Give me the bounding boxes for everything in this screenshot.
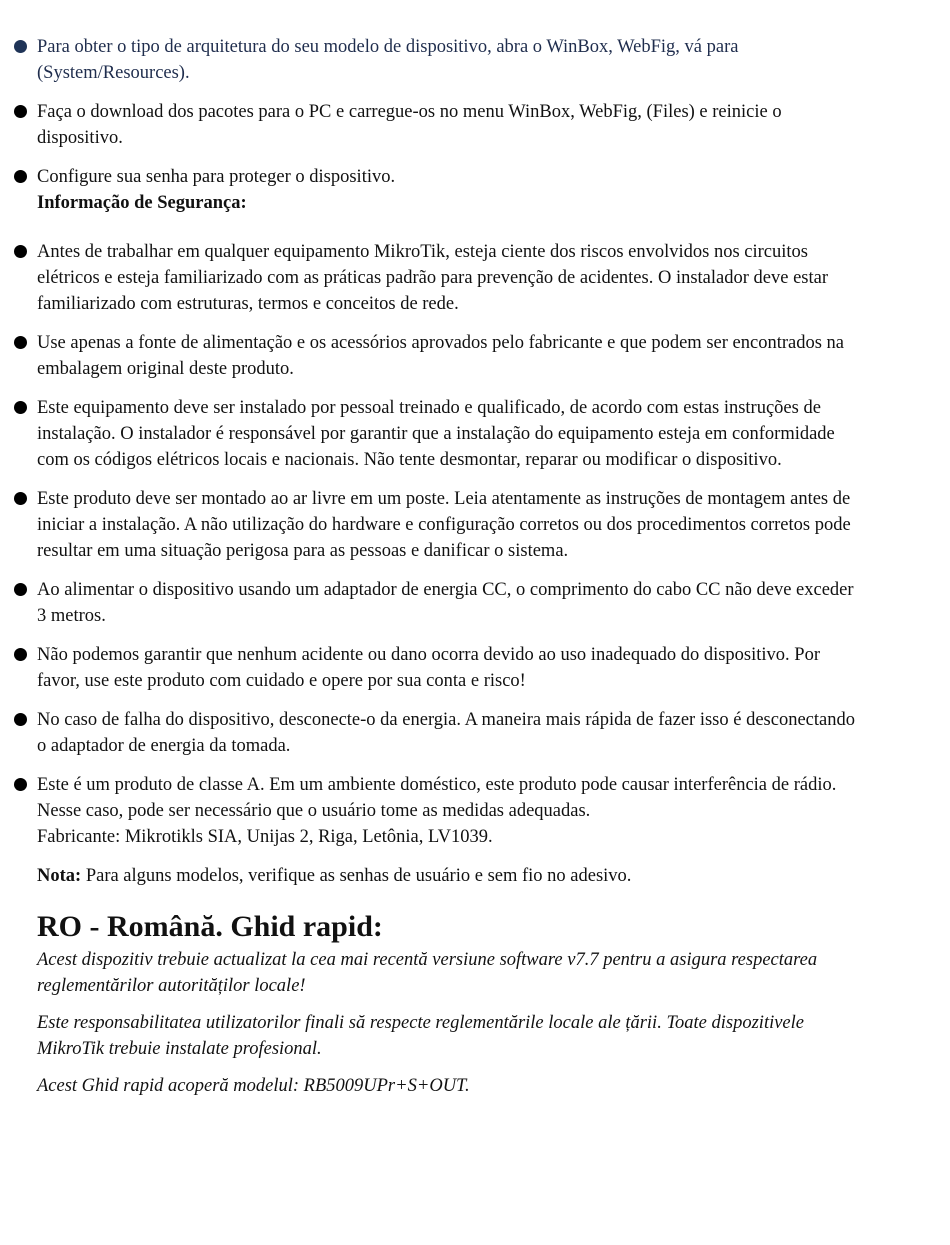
bullet-icon [14, 778, 27, 791]
upgrade-steps-list [37, 34, 867, 226]
list-item: No caso de falha do dispositivo, desconecte-o da energia. A maneira mais rápida de fazer isso é desconectando o adaptador de energia da tomada. [37, 707, 867, 759]
bullet-icon [14, 401, 27, 414]
bullet-icon [14, 105, 27, 118]
note-label: Nota: [37, 866, 82, 886]
list-item: Este é um produto de classe A. Em um ambiente doméstico, este produto pode causar interferência de rádio. Nesse caso, pode ser necessário que o usuário tome as medidas adequadas. Fabricante: Mikrotikls SIA, Unijas 2, Riga, Letônia, LV1039. [37, 772, 867, 850]
bullet-icon [14, 40, 27, 53]
list-item: Para obter o tipo de arquitetura do seu modelo de dispositivo, abra o WinBox, WebFig, vá para (System/Resources). [37, 34, 867, 86]
manufacturer: Fabricante: Mikrotikls SIA, Unijas 2, Riga, Letônia, LV1039. [37, 827, 493, 847]
bullet-icon [14, 492, 27, 505]
bullet-icon [14, 336, 27, 349]
list-item: Este equipamento deve ser instalado por pessoal treinado e qualificado, de acordo com estas instruções de instalação. O instalador é responsável por garantir que a instalação do equipamento esteja em conformidade com os códigos elétricos locais e nacionais. Não tente desmontar, reparar ou modificar o dispositivo. [37, 395, 867, 473]
list-item: Configure sua senha para proteger o dispositivo. Informação de Segurança: [37, 164, 867, 226]
safety-heading: Informação de Segurança: [37, 193, 247, 213]
document [37, 34, 867, 1110]
ro-paragraph: Acest Ghid rapid acoperă modelul: RB5009UPr+S+OUT. [37, 1076, 470, 1096]
safety-list [37, 239, 867, 850]
bullet-icon [14, 245, 27, 258]
list-item: Não podemos garantir que nenhum acidente ou dano ocorra devido ao uso inadequado do dispositivo. Por favor, use este produto com cuidado e opere por sua conta e risco! [37, 642, 867, 694]
bullet-icon [14, 583, 27, 596]
list-item: Ao alimentar o dispositivo usando um adaptador de energia CC, o comprimento do cabo CC não deve exceder 3 metros. [37, 577, 867, 629]
bullet-icon [14, 713, 27, 726]
list-item: Este produto deve ser montado ao ar livre em um poste. Leia atentamente as instruções de montagem antes de iniciar a instalação. A não utilização do hardware e configuração corretos ou dos procedimentos corretos pode resultar em uma situação perigosa para as pessoas e danificar o sistema. [37, 486, 867, 564]
ro-paragraph: Este responsabilitatea utilizatorilor finali să respecte reglementările locale ale țării. Toate dispozitivele MikroTik trebuie instalate profesional. [37, 1013, 804, 1059]
list-item: Use apenas a fonte de alimentação e os acessórios aprovados pelo fabricante e que podem ser encontrados na embalagem original deste produto. [37, 330, 867, 382]
note: Nota: Para alguns modelos, verifique as senhas de usuário e sem fio no adesivo. [37, 866, 632, 886]
ro-paragraph: Acest dispozitiv trebuie actualizat la cea mai recentă versiune software v7.7 pentru a asigura respectarea reglementărilor autorităților locale! [37, 950, 818, 996]
bullet-icon [14, 648, 27, 661]
bullet-icon [14, 170, 27, 183]
list-item: Antes de trabalhar em qualquer equipamento MikroTik, esteja ciente dos riscos envolvidos nos circuitos elétricos e esteja familiarizado com as práticas padrão para prevenção de acidentes. O instalador deve estar familiarizado com estruturas, termos e conceitos de rede. [37, 239, 867, 317]
section-heading-ro: RO - Română. Ghid rapid: [37, 910, 383, 943]
list-item: Faça o download dos pacotes para o PC e carregue-os no menu WinBox, WebFig, (Files) e reinicie o dispositivo. [37, 99, 867, 151]
